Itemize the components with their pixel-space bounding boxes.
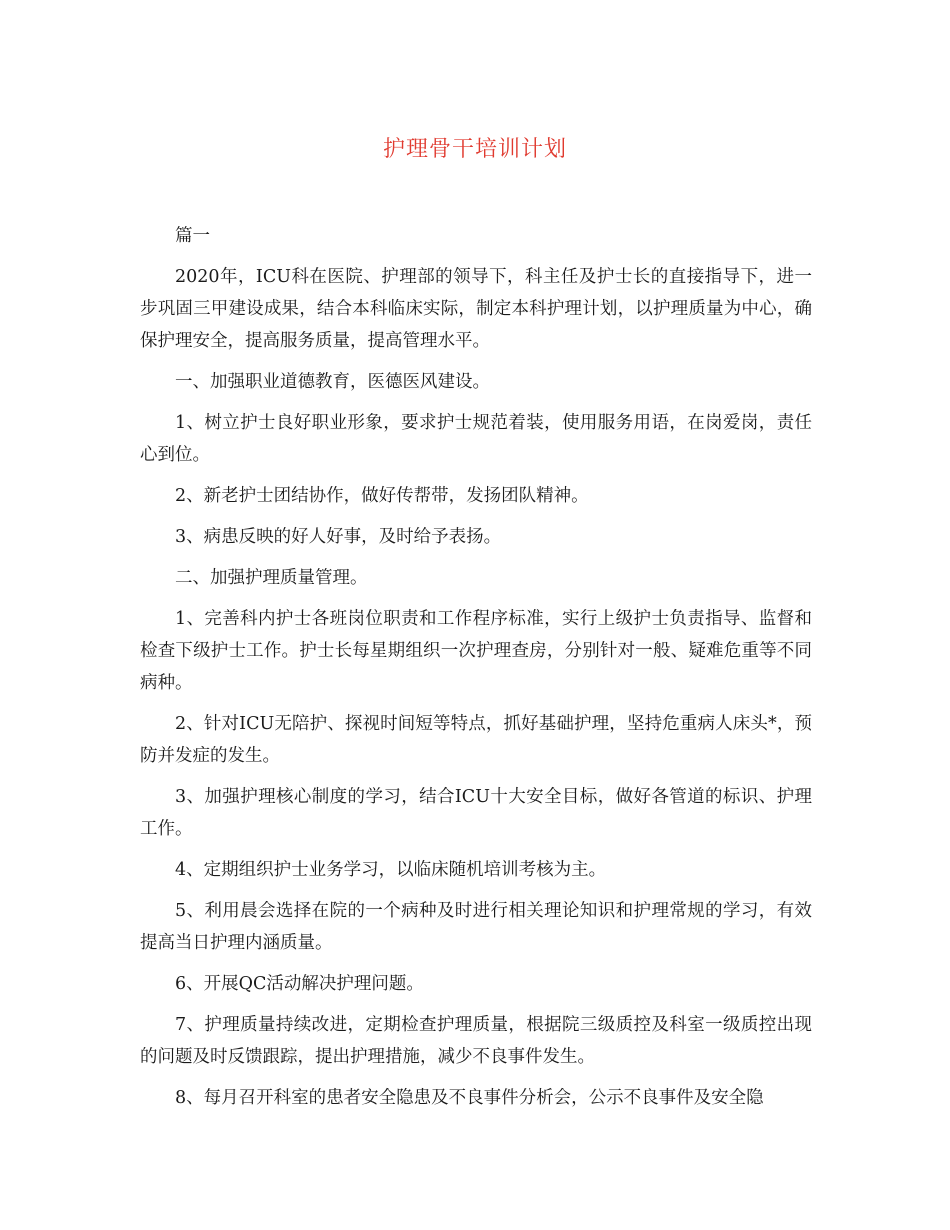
intro-paragraph: 2020年，ICU科在医院、护理部的领导下，科主任及护士长的直接指导下，进一步巩固三甲建设成果，结合本科临床实际，制定本科护理计划，以护理质量为中心，确保护理安全，提高服务质量，提高管理水平。 (140, 267, 812, 351)
list-item: 2、针对ICU无陪护、探视时间短等特点，抓好基础护理，坚持危重病人床头*，预防并发症的发生。 (140, 714, 812, 766)
document-body (140, 220, 812, 1123)
section-label: 篇一 (175, 226, 210, 246)
list-item: 1、树立护士良好职业形象，要求护士规范着装，使用服务用语，在岗爱岗，责任心到位。 (140, 413, 812, 465)
list-item: 8、每月召开科室的患者安全隐患及不良事件分析会，公示不良事件及安全隐 (175, 1088, 764, 1108)
list-item: 1、完善科内护士各班岗位职责和工作程序标准，实行上级护士负责指导、监督和检查下级护士工作。护士长每星期组织一次护理查房，分别针对一般、疑难危重等不同病种。 (140, 609, 812, 693)
list-item: 6、开展QC活动解决护理问题。 (175, 974, 424, 994)
list-item: 3、加强护理核心制度的学习，结合ICU十大安全目标，做好各管道的标识、护理工作。 (140, 787, 812, 839)
list-item: 4、定期组织护士业务学习，以临床随机培训考核为主。 (175, 860, 607, 880)
section-heading-1: 一、加强职业道德教育，医德医风建设。 (175, 372, 490, 392)
document-title: 护理骨干培训计划 (382, 137, 567, 162)
list-item: 7、护理质量持续改进，定期检查护理质量，根据院三级质控及科室一级质控出现的问题及时反馈跟踪，提出护理措施，减少不良事件发生。 (140, 1015, 812, 1067)
list-item: 2、新老护士团结协作，做好传帮带，发扬团队精神。 (175, 486, 589, 506)
list-item: 5、利用晨会选择在院的一个病种及时进行相关理论知识和护理常规的学习，有效提高当日护理内涵质量。 (140, 901, 812, 953)
list-item: 3、病患反映的好人好事，及时给予表扬。 (175, 527, 502, 547)
section-heading-2: 二、加强护理质量管理。 (175, 568, 368, 588)
